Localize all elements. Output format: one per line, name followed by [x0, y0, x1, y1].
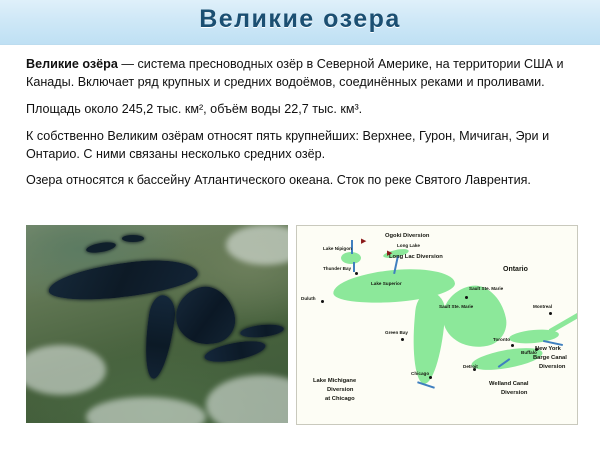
map-label-toronto: Toronto [493, 337, 511, 342]
map-label-chicago: Chicago [411, 371, 430, 376]
map-label-montreal: Montreal [533, 304, 553, 309]
map-label-at-chicago: at Chicago [325, 396, 355, 402]
city-dot [465, 296, 468, 299]
map-label-michigane-diversion: Diversion [327, 387, 354, 393]
map-label-detroit: Detroit [463, 364, 478, 369]
city-dot [355, 272, 358, 275]
great-lakes-satellite-photo [26, 225, 288, 423]
map-label-barge-diversion: Diversion [539, 364, 566, 370]
city-dot [511, 344, 514, 347]
map-label-ontario: Ontario [503, 266, 528, 273]
city-dot [401, 338, 404, 341]
map-label-lake-nipigon: Lake Nipigon [323, 246, 352, 251]
map-label-thunder-bay: Thunder Bay [323, 266, 352, 271]
map-label-sault-ste-marie-lower: Sault Ste. Marie [439, 304, 474, 309]
map-label-duluth: Duluth [301, 296, 316, 301]
minor-lake [122, 235, 144, 242]
map-label-welland-canal: Welland Canal [489, 381, 529, 387]
paragraph-3: К собственно Великим озёрам относят пять крупнейших: Верхнее, Гурон, Мичиган, Эри и Онтарио. С ними связаны несколько средних озёр. [26, 128, 550, 161]
paragraph-2: Площадь около 245,2 тыс. км², объём воды 22,7 тыс. км³. [26, 101, 363, 116]
map-label-buffalo: Buffalo [521, 350, 537, 355]
map-label-lake-superior: Lake Superior [371, 281, 402, 286]
map-label-long-lac-diversion: Long Lac Diversion [389, 254, 443, 260]
diversion-arrow-icon: ▶ [361, 238, 367, 245]
nipigon-outflow-line [353, 262, 355, 272]
map-label-new-york: New York [535, 346, 561, 352]
city-dot [549, 312, 552, 315]
slide-body [26, 56, 578, 199]
map-label-ogoki-diversion: Ogoki Diversion [385, 233, 430, 239]
images-row [26, 225, 578, 423]
paragraph-1-lead: Великие озёра [26, 57, 118, 71]
map-label-welland-diversion: Diversion [501, 390, 528, 396]
map-label-long-lake: Long Lake [397, 243, 420, 248]
map-label-sault-ste-marie-upper: Sault Ste. Marie [469, 286, 504, 291]
map-label-green-bay: Green Bay [385, 330, 408, 335]
map-label-barge-canal: Barge Canal [533, 355, 567, 361]
great-lakes-diversion-map [296, 225, 578, 425]
diversion-arrow-icon: ▶ [387, 250, 393, 257]
map-label-lake-michigane: Lake Michigane [313, 378, 357, 384]
page-title: Великие озера [199, 5, 401, 33]
paragraph-1-rest: — система пресноводных озёр в Северной Америке, на территории США и Канады. Включает ряд крупных и средних водоёмов, соединённых реками и проливами. [26, 57, 564, 89]
paragraph-4: Озера относятся к бассейну Атлантического океана. Сток по реке Святого Лаврентия. [26, 173, 531, 188]
city-dot [429, 376, 432, 379]
paragraph-1 [26, 56, 578, 92]
city-dot [321, 300, 324, 303]
